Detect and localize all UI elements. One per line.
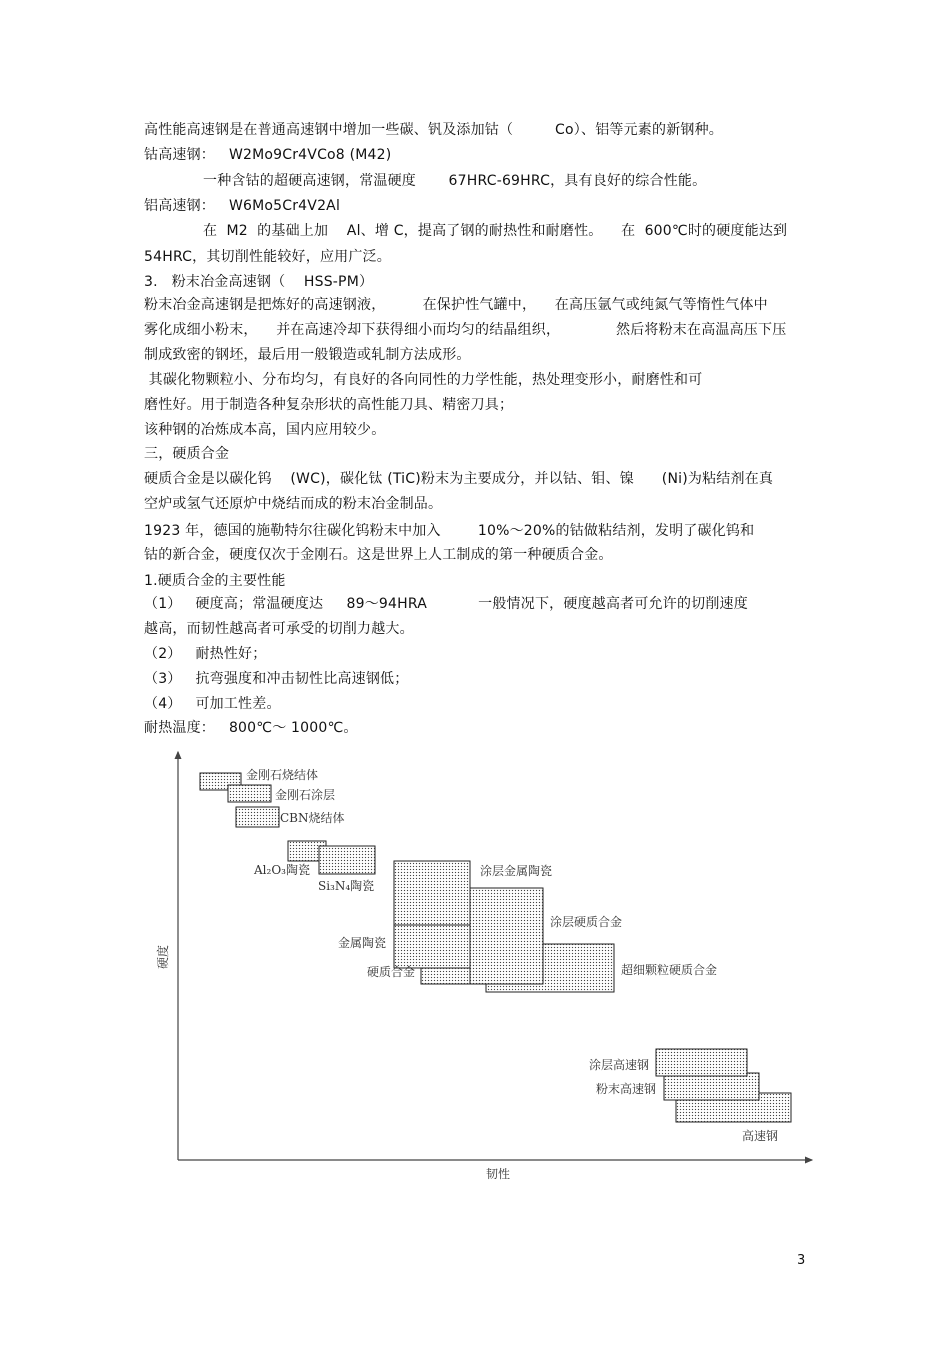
tool-material-hardness-toughness-diagram xyxy=(148,742,820,1182)
label-carbide: 硬质合金 xyxy=(367,965,416,979)
paragraph-line: 在 M2 的基础上加 Al、增 C，提高了钢的耐热性和耐磨性。 在 600℃时的硬度能达到 xyxy=(203,223,788,239)
paragraph-line: 铝高速钢： W6Mo5Cr4V2Al xyxy=(144,198,341,214)
section-heading: 3. 粉末冶金高速钢（ HSS-PM） xyxy=(144,274,374,290)
label-diamond-sintered: 金刚石烧结体 xyxy=(246,768,319,782)
paragraph-line: 雾化成细小粉末， 并在高速冷却下获得细小而均匀的结晶组织， 然后将粉末在高温高压下压 xyxy=(144,322,787,338)
box-si3n4 xyxy=(319,846,375,874)
paragraph-line: 54HRC，其切削性能较好，应用广泛。 xyxy=(144,249,391,265)
label-ultrafine-carbide: 超细颗粒硬质合金 xyxy=(621,963,718,977)
page-number: 3 xyxy=(797,1253,806,1268)
diagram-canvas xyxy=(148,742,820,1182)
box-coated-carbide xyxy=(470,888,543,984)
paragraph-line: 其碳化物颗粒小、分布均匀，有良好的各向同性的力学性能，热处理变形小，耐磨性和可 xyxy=(144,372,703,388)
paragraph-line: 1923 年，德国的施勒特尔往碳化钨粉末中加入 10%～20%的钴做粘结剂，发明了碳化钨和 xyxy=(144,523,755,539)
paragraph-line: 高性能高速钢是在普通高速钢中增加一些碳、钒及添加钴（ Co）、铝等元素的新钢种。 xyxy=(144,122,723,138)
list-item: （3） 抗弯强度和冲击韧性比高速钢低； xyxy=(144,671,409,687)
list-item: （2） 耐热性好； xyxy=(144,646,267,662)
paragraph-line: 钴高速钢： W2Mo9Cr4VCo8 (M42) xyxy=(144,147,392,163)
paragraph-line: 钴的新合金，硬度仅次于金刚石。这是世界上人工制成的第一种硬质合金。 xyxy=(144,547,613,563)
box-pm-hss xyxy=(664,1073,759,1100)
box-diamond-coating xyxy=(228,785,271,802)
label-cbn-sintered: CBN烧结体 xyxy=(280,811,345,825)
list-item: （4） 可加工性差。 xyxy=(144,696,281,712)
label-coated-cermet: 涂层金属陶瓷 xyxy=(480,864,553,878)
box-cbn-sintered xyxy=(236,807,279,827)
paragraph-line: 空炉或氢气还原炉中烧结而成的粉末冶金制品。 xyxy=(144,496,443,512)
section-heading: 1.硬质合金的主要性能 xyxy=(144,573,286,589)
paragraph-line: 制成致密的钢坯，最后用一般锻造或轧制方法成形。 xyxy=(144,347,471,363)
paragraph-line: 越高，而韧性越高者可承受的切削力越大。 xyxy=(144,621,414,637)
paragraph-line: 耐热温度： 800℃～ 1000℃。 xyxy=(144,720,358,736)
label-coated-hss: 涂层高速钢 xyxy=(589,1058,650,1072)
label-diamond-coating: 金刚石涂层 xyxy=(275,788,336,802)
label-hss: 高速钢 xyxy=(742,1129,779,1143)
box-coated-cermet xyxy=(394,861,470,925)
label-cermet: 金属陶瓷 xyxy=(338,936,387,950)
paragraph-line: 磨性好。用于制造各种复杂形状的高性能刀具、精密刀具； xyxy=(144,397,514,413)
list-item: （1） 硬度高；常温硬度达 89～94HRA 一般情况下，硬度越高者可允许的切削速度 xyxy=(144,596,748,612)
label-si3n4: Si₃N₄陶瓷 xyxy=(318,879,375,893)
box-cermet xyxy=(394,922,470,968)
x-axis-label: 韧性 xyxy=(485,1167,511,1181)
paragraph-line: 硬质合金是以碳化钨 (WC)，碳化钛 (TiC)粉末为主要成分，并以钴、钼、镍 (Ni)为粘结剂在真 xyxy=(144,471,774,487)
paragraph-line: 该种钢的冶炼成本高，国内应用较少。 xyxy=(144,422,386,438)
paragraph-line: 一种含钴的超硬高速钢，常温硬度 67HRC-69HRC，具有良好的综合性能。 xyxy=(203,173,707,189)
y-axis-label: 硬度 xyxy=(156,944,170,970)
section-heading: 三，硬质合金 xyxy=(144,446,230,462)
label-al2o3: Al₂O₃陶瓷 xyxy=(254,863,310,877)
paragraph-line: 粉末冶金高速钢是把炼好的高速钢液， 在保护性气罐中， 在高压氩气或纯氮气等惰性气体中 xyxy=(144,297,768,313)
label-pm-hss: 粉末高速钢 xyxy=(596,1082,657,1096)
box-coated-hss xyxy=(656,1049,747,1076)
label-coated-carbide: 涂层硬质合金 xyxy=(550,915,623,929)
